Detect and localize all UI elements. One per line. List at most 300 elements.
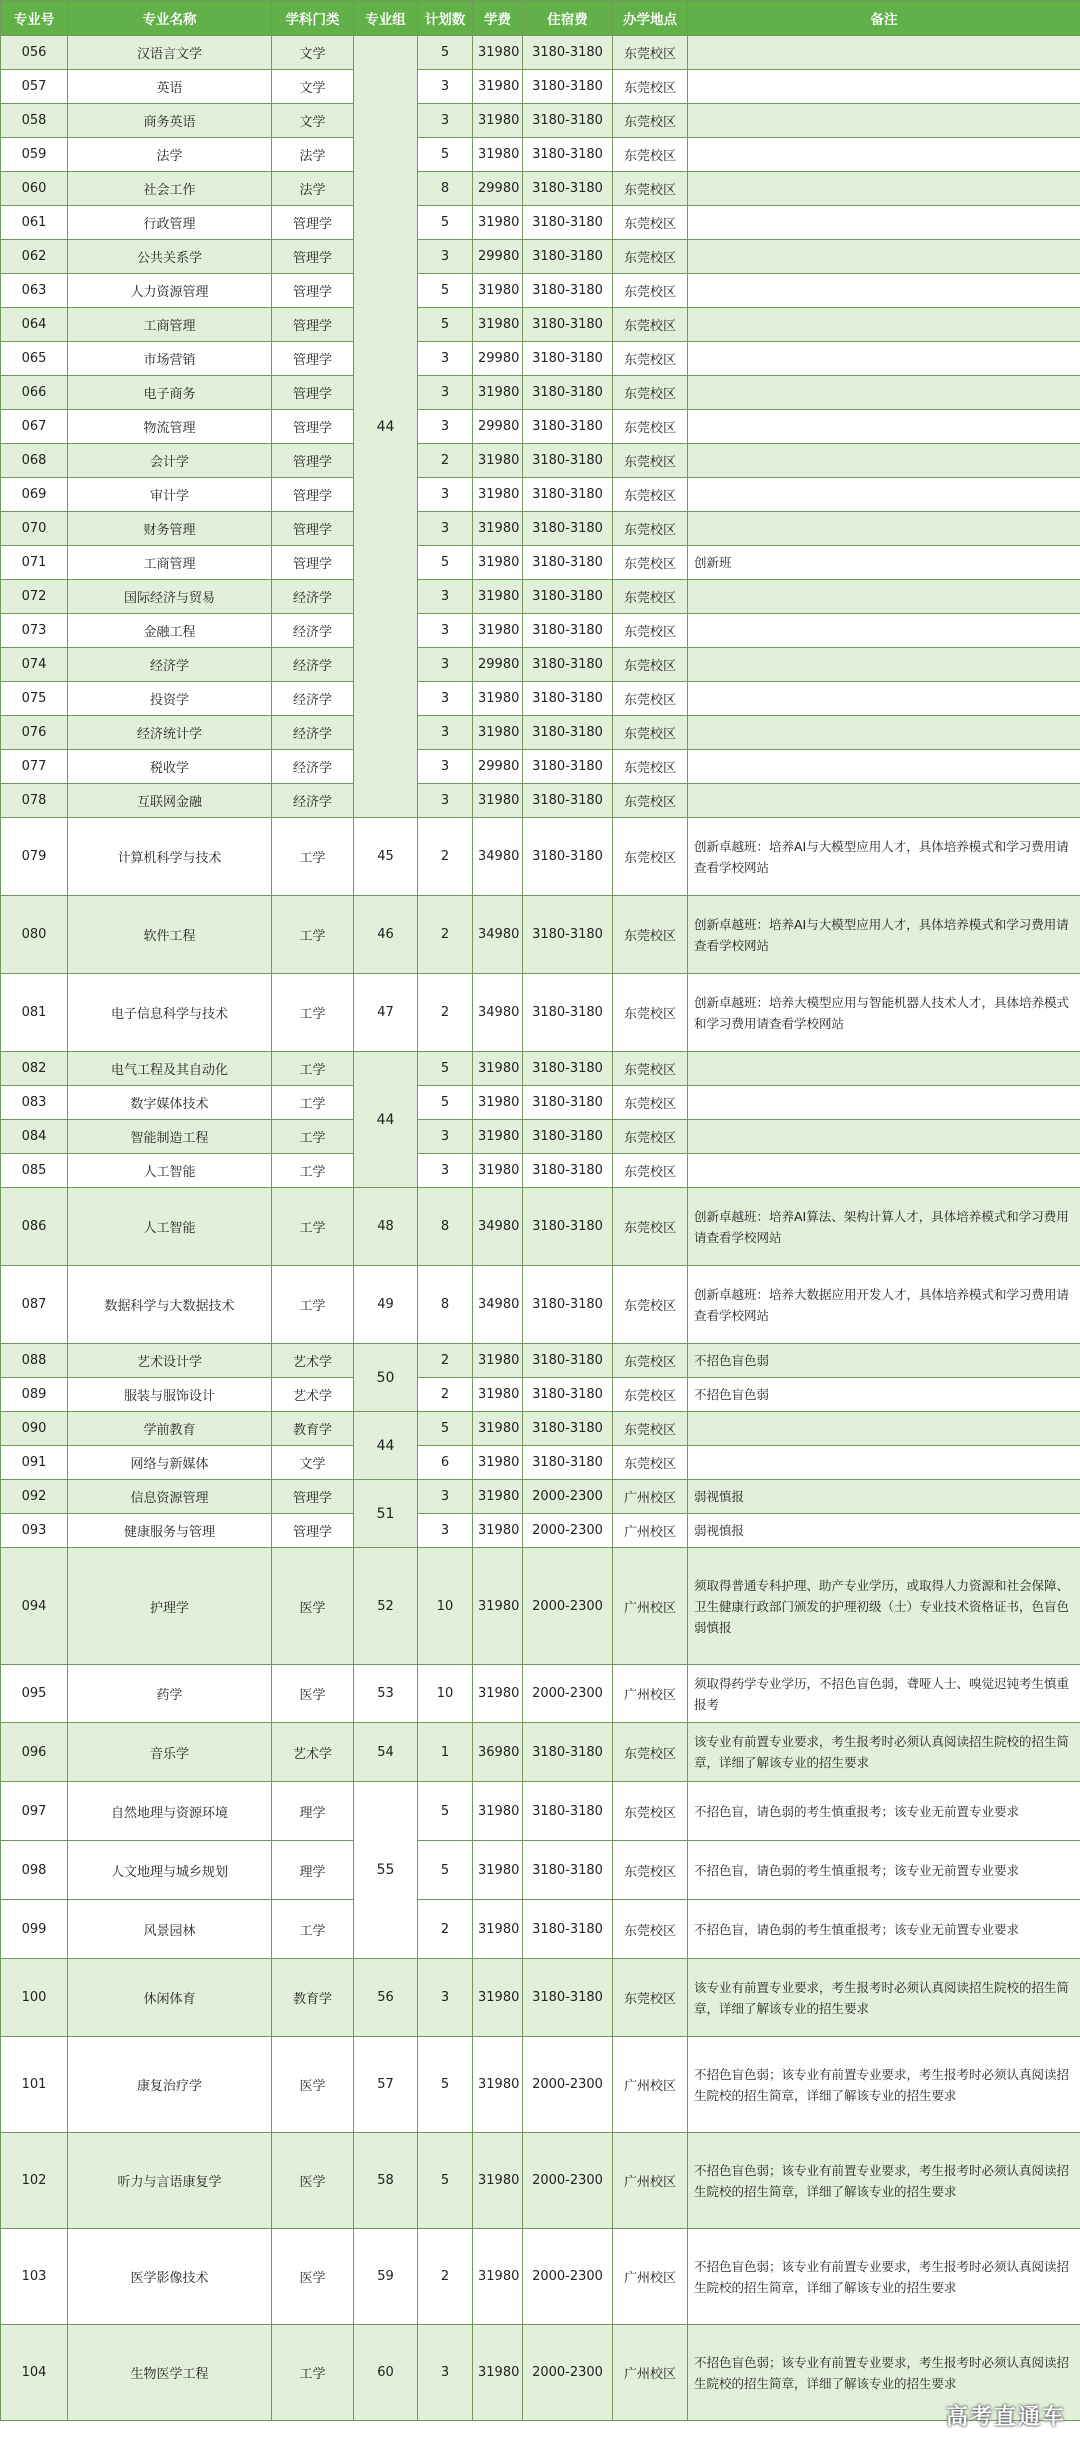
cell-location: 东莞校区	[613, 1412, 688, 1446]
table-row	[1, 1154, 1080, 1188]
cell-fee: 31980	[473, 36, 523, 70]
cell-dorm: 2000-2300	[523, 1480, 613, 1514]
cell-location: 广州校区	[613, 1665, 688, 1723]
cell-code: 077	[1, 750, 68, 784]
cell-location: 东莞校区	[613, 1154, 688, 1188]
table-row	[1, 682, 1080, 716]
cell-dorm: 3180-3180	[523, 1052, 613, 1086]
cell-fee: 31980	[473, 444, 523, 478]
cell-category: 医学	[272, 1665, 354, 1723]
cell-code: 075	[1, 682, 68, 716]
cell-location: 东莞校区	[613, 308, 688, 342]
cell-fee: 34980	[473, 818, 523, 896]
cell-group: 54	[354, 1723, 418, 1782]
cell-group: 46	[354, 896, 418, 974]
cell-category: 工学	[272, 818, 354, 896]
cell-code: 093	[1, 1514, 68, 1548]
cell-fee: 31980	[473, 274, 523, 308]
table-row	[1, 1665, 1080, 1723]
cell-note	[688, 1052, 1080, 1086]
cell-name: 行政管理	[68, 206, 272, 240]
cell-code: 081	[1, 974, 68, 1052]
cell-fee: 31980	[473, 138, 523, 172]
cell-fee: 31980	[473, 784, 523, 818]
cell-category: 理学	[272, 1841, 354, 1900]
table-row	[1, 716, 1080, 750]
cell-category: 工学	[272, 1086, 354, 1120]
cell-name: 人工智能	[68, 1188, 272, 1266]
cell-category: 经济学	[272, 682, 354, 716]
cell-dorm: 3180-3180	[523, 138, 613, 172]
cell-name: 商务英语	[68, 104, 272, 138]
table-row	[1, 2133, 1080, 2229]
cell-plan: 10	[418, 1548, 473, 1665]
cell-location: 东莞校区	[613, 172, 688, 206]
cell-dorm: 3180-3180	[523, 1266, 613, 1344]
cell-dorm: 3180-3180	[523, 614, 613, 648]
table-row	[1, 70, 1080, 104]
cell-category: 经济学	[272, 784, 354, 818]
cell-location: 广州校区	[613, 1514, 688, 1548]
cell-code: 085	[1, 1154, 68, 1188]
cell-fee: 36980	[473, 1723, 523, 1782]
header-note: 备注	[688, 1, 1080, 36]
cell-code: 076	[1, 716, 68, 750]
cell-name: 法学	[68, 138, 272, 172]
cell-note	[688, 104, 1080, 138]
cell-plan: 2	[418, 444, 473, 478]
cell-fee: 31980	[473, 1052, 523, 1086]
cell-name: 智能制造工程	[68, 1120, 272, 1154]
cell-name: 自然地理与资源环境	[68, 1782, 272, 1841]
table-row	[1, 172, 1080, 206]
cell-fee: 31980	[473, 1900, 523, 1959]
cell-dorm: 3180-3180	[523, 172, 613, 206]
cell-code: 092	[1, 1480, 68, 1514]
cell-fee: 31980	[473, 546, 523, 580]
cell-category: 文学	[272, 104, 354, 138]
cell-plan: 3	[418, 70, 473, 104]
cell-name: 风景园林	[68, 1900, 272, 1959]
cell-name: 人力资源管理	[68, 274, 272, 308]
cell-fee: 31980	[473, 1378, 523, 1412]
cell-fee: 29980	[473, 172, 523, 206]
table-row	[1, 648, 1080, 682]
table-row	[1, 974, 1080, 1052]
cell-dorm: 3180-3180	[523, 206, 613, 240]
cell-location: 东莞校区	[613, 274, 688, 308]
cell-fee: 34980	[473, 1188, 523, 1266]
cell-fee: 31980	[473, 104, 523, 138]
cell-note	[688, 648, 1080, 682]
header-fee: 学费	[473, 1, 523, 36]
cell-location: 广州校区	[613, 1480, 688, 1514]
cell-name: 医学影像技术	[68, 2229, 272, 2325]
cell-note	[688, 308, 1080, 342]
cell-location: 东莞校区	[613, 1086, 688, 1120]
table-row	[1, 376, 1080, 410]
cell-plan: 3	[418, 750, 473, 784]
cell-plan: 5	[418, 546, 473, 580]
cell-fee: 31980	[473, 1412, 523, 1446]
cell-note: 不招色盲色弱；该专业有前置专业要求，考生报考时必须认真阅读招生院校的招生简章，详细了解该专业的招生要求	[688, 2229, 1080, 2325]
cell-plan: 10	[418, 1665, 473, 1723]
cell-note: 不招色盲，请色弱的考生慎重报考；该专业无前置专业要求	[688, 1900, 1080, 1959]
cell-plan: 3	[418, 682, 473, 716]
cell-name: 药学	[68, 1665, 272, 1723]
cell-group: 44	[354, 36, 418, 818]
table-row	[1, 104, 1080, 138]
cell-group: 50	[354, 1344, 418, 1412]
cell-plan: 5	[418, 1086, 473, 1120]
cell-note	[688, 138, 1080, 172]
cell-dorm: 3180-3180	[523, 818, 613, 896]
cell-fee: 31980	[473, 1841, 523, 1900]
cell-category: 医学	[272, 2229, 354, 2325]
table-row	[1, 1378, 1080, 1412]
cell-code: 071	[1, 546, 68, 580]
cell-location: 东莞校区	[613, 1723, 688, 1782]
cell-name: 税收学	[68, 750, 272, 784]
cell-category: 工学	[272, 896, 354, 974]
cell-dorm: 2000-2300	[523, 2133, 613, 2229]
cell-name: 国际经济与贸易	[68, 580, 272, 614]
table-row	[1, 750, 1080, 784]
cell-name: 艺术设计学	[68, 1344, 272, 1378]
cell-dorm: 2000-2300	[523, 2325, 613, 2421]
cell-note: 创新卓越班：培养AI算法、架构计算人才，具体培养模式和学习费用请查看学校网站	[688, 1188, 1080, 1266]
cell-fee: 31980	[473, 1120, 523, 1154]
cell-code: 069	[1, 478, 68, 512]
watermark: 高考直通车	[945, 2405, 1066, 2430]
cell-note: 须取得普通专科护理、助产专业学历，或取得人力资源和社会保障、卫生健康行政部门颁发的护理初级（士）专业技术资格证书，色盲色弱慎报	[688, 1548, 1080, 1665]
cell-location: 东莞校区	[613, 444, 688, 478]
cell-dorm: 3180-3180	[523, 104, 613, 138]
cell-dorm: 2000-2300	[523, 1665, 613, 1723]
cell-dorm: 3180-3180	[523, 70, 613, 104]
cell-group: 53	[354, 1665, 418, 1723]
cell-fee: 31980	[473, 682, 523, 716]
cell-note	[688, 206, 1080, 240]
cell-group: 49	[354, 1266, 418, 1344]
cell-note: 创新卓越班：培养大数据应用开发人才，具体培养模式和学习费用请查看学校网站	[688, 1266, 1080, 1344]
cell-name: 互联网金融	[68, 784, 272, 818]
cell-code: 070	[1, 512, 68, 546]
cell-category: 艺术学	[272, 1344, 354, 1378]
cell-code: 096	[1, 1723, 68, 1782]
cell-category: 经济学	[272, 614, 354, 648]
cell-fee: 29980	[473, 240, 523, 274]
cell-category: 管理学	[272, 410, 354, 444]
table-row	[1, 36, 1080, 70]
cell-plan: 3	[418, 1120, 473, 1154]
cell-plan: 3	[418, 376, 473, 410]
cell-category: 医学	[272, 2133, 354, 2229]
cell-dorm: 3180-3180	[523, 1154, 613, 1188]
cell-location: 东莞校区	[613, 138, 688, 172]
cell-fee: 31980	[473, 1782, 523, 1841]
cell-category: 管理学	[272, 1514, 354, 1548]
cell-location: 东莞校区	[613, 240, 688, 274]
cell-code: 078	[1, 784, 68, 818]
table-row	[1, 1344, 1080, 1378]
cell-name: 康复治疗学	[68, 2037, 272, 2133]
cell-dorm: 3180-3180	[523, 444, 613, 478]
header-plan: 计划数	[418, 1, 473, 36]
cell-group: 45	[354, 818, 418, 896]
cell-plan: 3	[418, 104, 473, 138]
cell-name: 物流管理	[68, 410, 272, 444]
cell-location: 东莞校区	[613, 1344, 688, 1378]
cell-plan: 3	[418, 410, 473, 444]
cell-category: 经济学	[272, 580, 354, 614]
cell-name: 电气工程及其自动化	[68, 1052, 272, 1086]
cell-fee: 31980	[473, 1548, 523, 1665]
cell-category: 管理学	[272, 240, 354, 274]
cell-fee: 31980	[473, 1446, 523, 1480]
cell-name: 信息资源管理	[68, 1480, 272, 1514]
cell-dorm: 3180-3180	[523, 308, 613, 342]
cell-category: 管理学	[272, 546, 354, 580]
table-row	[1, 2229, 1080, 2325]
cell-category: 管理学	[272, 478, 354, 512]
cell-name: 汉语言文学	[68, 36, 272, 70]
cell-code: 072	[1, 580, 68, 614]
cell-dorm: 2000-2300	[523, 2229, 613, 2325]
cell-location: 东莞校区	[613, 376, 688, 410]
cell-category: 管理学	[272, 206, 354, 240]
table-row	[1, 308, 1080, 342]
table-row	[1, 274, 1080, 308]
cell-dorm: 3180-3180	[523, 1120, 613, 1154]
cell-plan: 5	[418, 2037, 473, 2133]
cell-name: 休闲体育	[68, 1959, 272, 2037]
cell-location: 东莞校区	[613, 1120, 688, 1154]
cell-plan: 2	[418, 2229, 473, 2325]
cell-group: 47	[354, 974, 418, 1052]
cell-category: 教育学	[272, 1959, 354, 2037]
cell-group: 57	[354, 2037, 418, 2133]
cell-category: 教育学	[272, 1412, 354, 1446]
cell-plan: 5	[418, 1782, 473, 1841]
cell-plan: 2	[418, 818, 473, 896]
cell-name: 学前教育	[68, 1412, 272, 1446]
cell-name: 服装与服饰设计	[68, 1378, 272, 1412]
cell-plan: 3	[418, 580, 473, 614]
cell-name: 社会工作	[68, 172, 272, 206]
cell-code: 058	[1, 104, 68, 138]
cell-name: 软件工程	[68, 896, 272, 974]
cell-location: 东莞校区	[613, 36, 688, 70]
cell-category: 理学	[272, 1782, 354, 1841]
cell-group: 52	[354, 1548, 418, 1665]
cell-location: 东莞校区	[613, 1959, 688, 2037]
cell-plan: 5	[418, 1841, 473, 1900]
cell-category: 工学	[272, 1900, 354, 1959]
cell-dorm: 3180-3180	[523, 1344, 613, 1378]
cell-note	[688, 1154, 1080, 1188]
cell-code: 091	[1, 1446, 68, 1480]
cell-plan: 8	[418, 1266, 473, 1344]
cell-dorm: 3180-3180	[523, 1959, 613, 2037]
table-row	[1, 512, 1080, 546]
cell-note	[688, 784, 1080, 818]
cell-note: 该专业有前置专业要求，考生报考时必须认真阅读招生院校的招生简章，详细了解该专业的招生要求	[688, 1723, 1080, 1782]
cell-category: 管理学	[272, 274, 354, 308]
cell-code: 067	[1, 410, 68, 444]
cell-location: 东莞校区	[613, 546, 688, 580]
cell-location: 东莞校区	[613, 1446, 688, 1480]
cell-category: 经济学	[272, 716, 354, 750]
cell-plan: 5	[418, 138, 473, 172]
cell-category: 法学	[272, 172, 354, 206]
table-row	[1, 614, 1080, 648]
cell-category: 管理学	[272, 1480, 354, 1514]
cell-fee: 31980	[473, 716, 523, 750]
table-row	[1, 1266, 1080, 1344]
cell-code: 087	[1, 1266, 68, 1344]
cell-note	[688, 1412, 1080, 1446]
cell-fee: 31980	[473, 1514, 523, 1548]
cell-category: 法学	[272, 138, 354, 172]
cell-note	[688, 682, 1080, 716]
cell-code: 065	[1, 342, 68, 376]
cell-category: 工学	[272, 1120, 354, 1154]
cell-code: 061	[1, 206, 68, 240]
cell-note: 不招色盲色弱	[688, 1344, 1080, 1378]
cell-fee: 31980	[473, 1344, 523, 1378]
cell-note	[688, 172, 1080, 206]
cell-category: 管理学	[272, 444, 354, 478]
table-row	[1, 1086, 1080, 1120]
cell-code: 080	[1, 896, 68, 974]
cell-note	[688, 512, 1080, 546]
cell-name: 数字媒体技术	[68, 1086, 272, 1120]
cell-code: 056	[1, 36, 68, 70]
cell-category: 工学	[272, 1154, 354, 1188]
table-row	[1, 1548, 1080, 1665]
cell-code: 099	[1, 1900, 68, 1959]
table-row	[1, 2037, 1080, 2133]
table-row	[1, 342, 1080, 376]
cell-category: 文学	[272, 1446, 354, 1480]
cell-name: 电子商务	[68, 376, 272, 410]
cell-dorm: 3180-3180	[523, 580, 613, 614]
cell-dorm: 3180-3180	[523, 682, 613, 716]
cell-name: 市场营销	[68, 342, 272, 376]
cell-dorm: 2000-2300	[523, 1514, 613, 1548]
cell-code: 060	[1, 172, 68, 206]
cell-code: 073	[1, 614, 68, 648]
header-dorm: 住宿费	[523, 1, 613, 36]
cell-name: 听力与言语康复学	[68, 2133, 272, 2229]
cell-location: 广州校区	[613, 2325, 688, 2421]
cell-name: 网络与新媒体	[68, 1446, 272, 1480]
cell-name: 金融工程	[68, 614, 272, 648]
cell-note	[688, 1086, 1080, 1120]
cell-plan: 5	[418, 308, 473, 342]
cell-fee: 31980	[473, 2037, 523, 2133]
cell-fee: 29980	[473, 410, 523, 444]
table-row	[1, 478, 1080, 512]
cell-note	[688, 70, 1080, 104]
cell-location: 东莞校区	[613, 580, 688, 614]
cell-note	[688, 342, 1080, 376]
cell-location: 东莞校区	[613, 1900, 688, 1959]
cell-location: 广州校区	[613, 1548, 688, 1665]
cell-category: 管理学	[272, 342, 354, 376]
cell-name: 人工智能	[68, 1154, 272, 1188]
cell-dorm: 3180-3180	[523, 1188, 613, 1266]
cell-code: 104	[1, 2325, 68, 2421]
cell-plan: 2	[418, 1378, 473, 1412]
cell-note: 该专业有前置专业要求，考生报考时必须认真阅读招生院校的招生简章，详细了解该专业的招生要求	[688, 1959, 1080, 2037]
cell-dorm: 3180-3180	[523, 1446, 613, 1480]
cell-group: 55	[354, 1782, 418, 1959]
cell-location: 东莞校区	[613, 70, 688, 104]
cell-fee: 29980	[473, 342, 523, 376]
cell-category: 工学	[272, 974, 354, 1052]
cell-plan: 5	[418, 274, 473, 308]
cell-note: 不招色盲色弱	[688, 1378, 1080, 1412]
cell-group: 60	[354, 2325, 418, 2421]
cell-plan: 5	[418, 36, 473, 70]
cell-note	[688, 716, 1080, 750]
cell-location: 东莞校区	[613, 818, 688, 896]
cell-name: 财务管理	[68, 512, 272, 546]
cell-code: 101	[1, 2037, 68, 2133]
cell-code: 084	[1, 1120, 68, 1154]
cell-dorm: 2000-2300	[523, 1548, 613, 1665]
cell-dorm: 3180-3180	[523, 716, 613, 750]
cell-name: 审计学	[68, 478, 272, 512]
cell-category: 工学	[272, 1052, 354, 1086]
table-row	[1, 1120, 1080, 1154]
cell-note	[688, 444, 1080, 478]
cell-location: 东莞校区	[613, 206, 688, 240]
cell-code: 074	[1, 648, 68, 682]
table-row	[1, 546, 1080, 580]
cell-dorm: 3180-3180	[523, 784, 613, 818]
cell-dorm: 3180-3180	[523, 240, 613, 274]
cell-code: 082	[1, 1052, 68, 1086]
cell-plan: 3	[418, 716, 473, 750]
cell-location: 东莞校区	[613, 512, 688, 546]
cell-note	[688, 376, 1080, 410]
table-row	[1, 2325, 1080, 2421]
cell-code: 086	[1, 1188, 68, 1266]
cell-note: 创新卓越班：培养大模型应用与智能机器人技术人才，具体培养模式和学习费用请查看学校网站	[688, 974, 1080, 1052]
cell-note	[688, 1120, 1080, 1154]
cell-note: 不招色盲，请色弱的考生慎重报考；该专业无前置专业要求	[688, 1841, 1080, 1900]
cell-fee: 31980	[473, 2133, 523, 2229]
cell-fee: 34980	[473, 974, 523, 1052]
cell-dorm: 3180-3180	[523, 36, 613, 70]
cell-note	[688, 240, 1080, 274]
cell-fee: 34980	[473, 1266, 523, 1344]
table-row	[1, 784, 1080, 818]
cell-group: 58	[354, 2133, 418, 2229]
cell-fee: 31980	[473, 478, 523, 512]
cell-location: 东莞校区	[613, 682, 688, 716]
cell-name: 人文地理与城乡规划	[68, 1841, 272, 1900]
cell-dorm: 3180-3180	[523, 546, 613, 580]
cell-note	[688, 614, 1080, 648]
cell-name: 公共关系学	[68, 240, 272, 274]
cell-location: 东莞校区	[613, 410, 688, 444]
cell-dorm: 3180-3180	[523, 512, 613, 546]
cell-name: 生物医学工程	[68, 2325, 272, 2421]
